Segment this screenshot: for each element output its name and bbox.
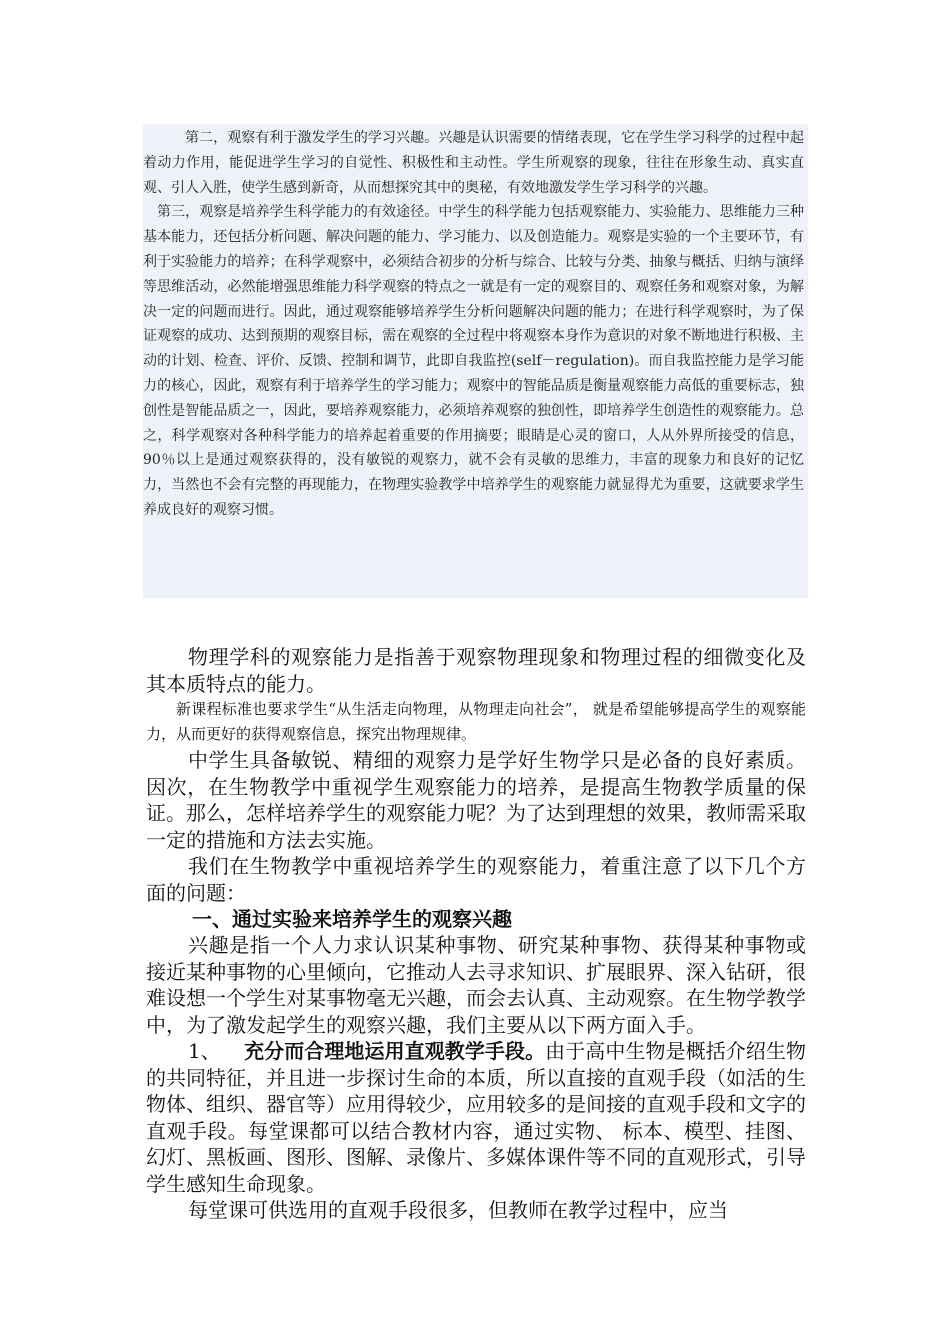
list-item-number: 1、 [188,1039,221,1063]
list-item-title: 充分而合理地运用直观教学手段。 [244,1039,546,1063]
paragraph-definition: 物理学科的观察能力是指善于观察物理现象和物理过程的细微变化及其本质特点的能力。 [146,645,806,696]
paragraph-intro: 我们在生物教学中重视培养学生的观察能力，着重注意了以下几个方面的问题： [146,854,806,905]
main-text [146,644,806,1224]
paragraph-continuation: 每堂课可供选用的直观手段很多，但教师在教学过程中，应当 [188,1198,728,1222]
list-item-text: 由于高中生物是概括介绍生物的共同特征，并且进一步探讨生命的本质，所以直接的直观手段（如活的生物体、组织、器官等）应用得较少，应用较多的是间接的直观手段和文字的直观手段。每堂课都可以结合教材内容，通过实物、 标本、模型、挂图、幻灯、黑板画、图形、图解、录像片、多媒体课件等不同的直观形式，引导学生感知生命现象。 [146,1039,807,1196]
list-item-1 [146,1038,806,1197]
paragraph-importance: 中学生具备敏锐、精细的观察力是学好生物学只是必备的良好素质。因次，在生物教学中重视学生观察能力的培养，是提高生物教学质量的保证。那么，怎样培养学生的观察能力呢？为了达到理想的效果，教师需采取一定的措施和方法去实施。 [146,748,806,852]
excerpt-paragraph-2: 第二，观察有利于激发学生的学习兴趣。兴趣是认识需要的情绪表现，它在学生学习科学的过程中起着动力作用，能促进学生学习的自觉性、积极性和主动性。学生所观察的现象，往往在形象生动、真实直观、引人入胜，使学生感到新奇，从而想探究其中的奥秘，有效地激发学生学习科学的兴趣。 [143,130,804,196]
section-heading-1: 一、通过实验来培养学生的观察兴趣 [192,907,512,931]
paragraph-curriculum: 新课程标准也要求学生“从生活走向物理，从物理走向社会”， 就是希望能够提高学生的观察能力，从而更好的获得观察信息，探究出物理规律。 [146,700,806,743]
paragraph-interest: 兴趣是指一个人力求认识某种事物、研究某种事物、获得某种事物或接近某种事物的心里倾向，它推动人去寻求知识、扩展眼界、深入钻研，很难设想一个学生对某事物毫无兴趣，而会去认真、主动观察。在生物学教学中，为了激发起学生的观察兴趣，我们主要从以下两方面入手。 [146,933,806,1037]
shaded-excerpt [143,124,808,598]
excerpt-paragraph-3: 第三，观察是培养学生科学能力的有效途径。中学生的科学能力包括观察能力、实验能力、思维能力三种基本能力，还包括分析问题、解决问题的能力、学习能力、以及创造能力。观察是实验的一个主要环节，有利于实验能力的培养；在科学观察中，必须结合初步的分析与综合、比较与分类、抽象与概括、归纳与演绎等思维活动，必然能增强思维能力科学观察的特点之一就是有一定的观察目的、观察任务和观察对象，为解决一定的问题而进行。因此，通过观察能够培养学生分析问题解决问题的能力；在进行科学观察时，为了保证观察的成功、达到预期的观察目标，需在观察的全过程中将观察本身作为意识的对象不断地进行积极、主动的计划、检查、评价、反馈、控制和调节，此即自我监控(self－regulation)。而自我监控能力是学习能力的核心，因此，观察有利于培养学生的学习能力；观察中的智能品质是衡量观察能力高低的重要标志，独创性是智能品质之一，因此，要培养观察能力，必须培养观察的独创性，即培养学生创造性的观察能力。总之，科学观察对各种科学能力的培养起着重要的作用摘要；眼睛是心灵的窗口，人从外界所接受的信息，90％以上是通过观察获得的，没有敏锐的观察力，就不会有灵敏的思维力，丰富的现象力和良好的记忆力，当然也不会有完整的再现能力，在物理实验教学中培养学生的观察能力就显得尤为重要，这就要求学生养成良好的观察习惯。 [143,204,804,518]
